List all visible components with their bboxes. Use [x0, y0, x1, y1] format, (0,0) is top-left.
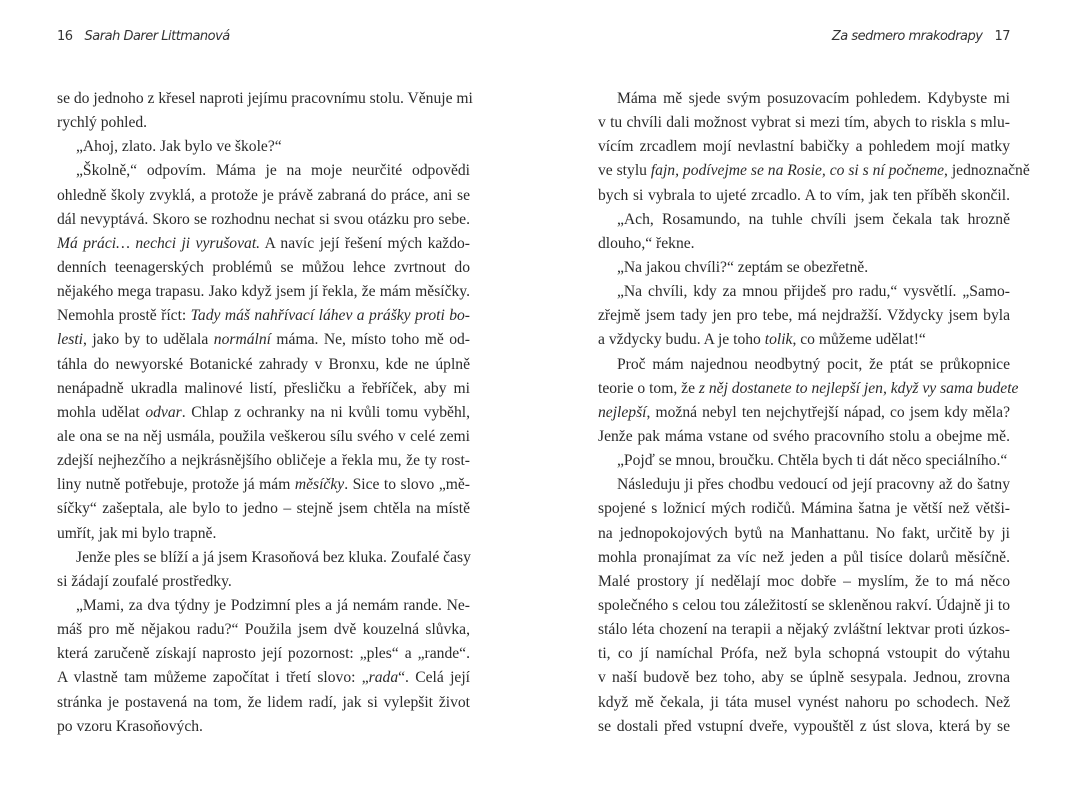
text-run: „Pojď se mnou, broučku. Chtěla bych ti dát něco speciálního.“ [617, 452, 1008, 470]
text-line [57, 111, 470, 135]
text-line [598, 111, 1010, 135]
text-line [57, 425, 470, 449]
text-line [57, 570, 470, 594]
italic-run: odvar [145, 403, 182, 421]
text-run: společného s celou tou záležitostí se skleněnou rakví. Údajně ji to [598, 596, 1010, 614]
text-run: , jako by to udělala [83, 331, 214, 349]
text-line [57, 522, 470, 546]
text-line [57, 208, 470, 232]
right-page-number: 17 [994, 29, 1010, 44]
text-line [57, 666, 470, 690]
italic-run: měsíčky [294, 476, 345, 494]
text-run: . Chlap z ochranky na ni kvůli tomu vyběhl, [181, 403, 471, 421]
left-page-number: 16 [57, 29, 73, 44]
text-run: „Ach, Rosamundo, na tuhle chvíli jsem čekala tak hrozně [617, 210, 1010, 228]
text-run: spojené s ložnicí mých rodičů. Mámina šatna je větší než větši- [598, 500, 1010, 518]
text-run: a vždycky budu. A je toho [598, 331, 765, 349]
text-line [598, 666, 1010, 690]
text-run: denních teenagerských problémů se můžou lehce zvrtnout do [57, 258, 470, 276]
text-line [598, 87, 1010, 111]
right-running-title: Za sedmero mrakodrapy [831, 29, 983, 44]
text-line [598, 642, 1010, 666]
text-run: bych si vybrala to ujeté zrcadlo. A to vím, jak ten příběh skončil. [598, 186, 1010, 204]
text-line [57, 159, 470, 183]
text-run: po vzoru Krasoňových. [57, 717, 203, 735]
right-running-head [598, 29, 1010, 49]
text-line [598, 570, 1010, 594]
text-run: nenápadně ukradla malinové listí, přesličku a řebříček, aby mi [57, 379, 470, 397]
left-body-text [57, 87, 473, 739]
text-run: stránka je postavená na tom, že lidem radí, jak si vylepšit život [57, 693, 470, 711]
left-running-head [57, 29, 470, 49]
text-line [57, 401, 470, 425]
text-line [598, 184, 1010, 208]
text-run: vícím zrcadlem mojí nevlastní babičky a pohledem mojí matky [598, 138, 1010, 156]
text-line [57, 256, 470, 280]
italic-run: nejlepší [598, 403, 647, 421]
text-line [598, 715, 1010, 739]
text-run: máš pro mě nějakou radu?“ Použila jsem dvě kouzelná slůvka, [57, 621, 470, 639]
text-run: si žádají zoufalé prostředky. [57, 572, 232, 590]
text-run: Malé prostory jí nedělají moc dobře – myslím, že to má něco [598, 572, 1010, 590]
text-line [57, 594, 470, 618]
text-run: Jenže pak máma vstane od svého pracovního stolu a obejme mě. [598, 427, 1010, 445]
italic-run: lesti [57, 331, 83, 349]
text-run: teorie o tom, že [598, 379, 699, 397]
text-run: mohla udělat [57, 403, 146, 421]
text-run: máma. Ne, místo toho mě od- [270, 331, 471, 349]
text-line [598, 304, 1010, 328]
text-line [57, 87, 473, 111]
text-line [57, 497, 470, 521]
text-run: A vlastně tam můžeme započítat i třetí slovo: „ [57, 669, 369, 687]
text-run: stálo léta chození na terapii a nějaký zvláštní lektvar proti úzkos- [598, 621, 1010, 639]
text-run: rychlý pohled. [57, 114, 148, 132]
text-line [598, 473, 1010, 497]
left-page [57, 0, 473, 800]
text-run: dál nevyptává. Skoro se rozhodnu nechat si svou otázku pro sebe. [57, 210, 470, 228]
text-line [598, 497, 1010, 521]
text-run: na jednopokojových bytů na Manhattanu. No fakt, určitě by ji [598, 524, 1010, 542]
text-run: „Mami, za dva týdny je Podzimní ples a já nemám rande. Ne- [76, 596, 470, 614]
right-body-text [598, 87, 1030, 739]
text-run: která zaručeně získají naprosto její pozornost: „ples“ a „rande“. [57, 645, 470, 663]
text-run: liny nutně potřebuje, protože já mám [57, 476, 295, 494]
text-line [598, 377, 1019, 401]
text-run: se dostali před vstupní dveře, vypouštěl z úst slova, která by se [598, 717, 1010, 735]
text-line [598, 280, 1010, 304]
text-line [598, 594, 1010, 618]
text-run: ti, co jí namíchal Prófa, než byla schopná vstoupit do výtahu [598, 645, 1010, 663]
text-run: nějakého mega trapasu. Jako když jsem jí řekla, že mám měsíčky. [57, 283, 470, 301]
text-line [57, 304, 470, 328]
text-line [598, 691, 1010, 715]
left-running-title: Sarah Darer Littmanová [84, 29, 230, 44]
italic-run: fajn, podívejme se na Rosie, co si s ní počneme [650, 162, 945, 180]
text-line [57, 473, 470, 497]
text-run: Máma mě sjede svým posuzovacím pohledem. Kdybyste mi [617, 90, 1010, 107]
text-run: ohledně školy zvyklá, a protože je právě zabraná do práce, ani se [57, 186, 470, 204]
italic-run: Tady máš nahřívací láhev a prášky proti bo- [190, 307, 470, 325]
text-line [57, 353, 470, 377]
text-run: Nemohla prostě říct: [57, 307, 191, 325]
text-run: dlouho,“ řekne. [598, 234, 695, 252]
text-line [57, 642, 470, 666]
text-line [598, 425, 1010, 449]
text-line [598, 208, 1010, 232]
text-run: „Ahoj, zlato. Jak bylo ve škole?“ [76, 138, 282, 156]
right-page [598, 0, 1030, 800]
text-run: Proč mám najednou neodbytný pocit, že ptát se průkopnice [617, 355, 1010, 373]
text-line [598, 618, 1010, 642]
text-line [57, 328, 470, 352]
text-run: A navíc její řešení mých každo- [260, 234, 471, 252]
text-run: „Na jakou chvíli?“ zeptám se obezřetně. [617, 258, 869, 276]
text-line [57, 280, 470, 304]
text-run: zdejší nejhezčího a nejkrásnějšího obličeje a řekla mu, že ty rost- [57, 452, 470, 470]
text-run: táhla do newyorské Botanické zahrady v Bronxu, kde ne úplně [57, 355, 470, 373]
text-line [598, 135, 1010, 159]
text-line [598, 232, 1010, 256]
text-run: ve stylu [598, 162, 651, 180]
text-line [598, 256, 1010, 280]
text-run: ale ona se na něj usmála, použila veškerou sílu svého v celé zemi [57, 427, 470, 445]
text-line [57, 135, 470, 159]
text-line [598, 401, 1010, 425]
text-run: , možná nebyl ten nejchytřejší nápad, co jsem kdy měla? [646, 403, 1010, 421]
text-run: se do jednoho z křesel naproti jejímu pracovnímu stolu. Věnuje mi [57, 90, 473, 107]
text-run: , jednoznačně [944, 162, 1030, 180]
text-line [57, 546, 470, 570]
text-run: „Školně,“ odpovím. Máma je na moje neurčité odpovědi [76, 162, 470, 180]
italic-run: normální [213, 331, 271, 349]
text-run: Následuju ji přes chodbu vedoucí od její pracovny až do šatny [617, 476, 1010, 494]
text-line [57, 715, 470, 739]
text-line [57, 691, 470, 715]
text-run: síčky“ zašeptala, ale bylo to jedno – stejně jsem chtěla na místě [57, 500, 470, 518]
text-run: mohla pronajímat za víc než jeden a půl tisíce dolarů měsíčně. [598, 548, 1010, 566]
text-line [598, 449, 1010, 473]
text-line [598, 328, 1010, 352]
text-line [598, 546, 1010, 570]
italic-run: z něj dostanete to nejlepší jen, když vy sama budete [698, 379, 1019, 397]
text-run: umřít, jak mi bylo trapně. [57, 524, 217, 542]
italic-run: rada [368, 669, 399, 687]
text-line [57, 232, 470, 256]
text-line [598, 353, 1010, 377]
text-line [57, 184, 470, 208]
italic-run: Má práci… nechci ji vyrušovat. [57, 234, 261, 252]
text-line [57, 377, 470, 401]
text-run: v tu chvíli dali možnost vybrat si mezi tím, abych to riskla s mlu- [598, 114, 1010, 132]
italic-run: tolik [764, 331, 793, 349]
text-line [57, 618, 470, 642]
text-run: zřejmě jsem tady jen pro tebe, má nejdražší. Vždycky jsem byla [598, 307, 1010, 325]
text-line [57, 449, 470, 473]
text-run: “. Celá její [398, 669, 470, 687]
text-run: v naší budově bez toho, aby se úplně sesypala. Jednou, zrovna [598, 669, 1010, 687]
text-run: . Sice to slovo „mě- [344, 476, 470, 494]
text-run: když mě čekala, ji táta musel vynést nahoru po schodech. Než [598, 693, 1010, 711]
text-run: Jenže ples se blíží a já jsem Krasoňová bez kluka. Zoufalé časy [76, 548, 471, 566]
text-line [598, 159, 1030, 183]
text-run: „Na chvíli, kdy za mnou přijdeš pro radu,“ vysvětlí. „Samo- [617, 283, 1010, 301]
text-run: , co můžeme udělat!“ [792, 331, 926, 349]
text-line [598, 522, 1010, 546]
